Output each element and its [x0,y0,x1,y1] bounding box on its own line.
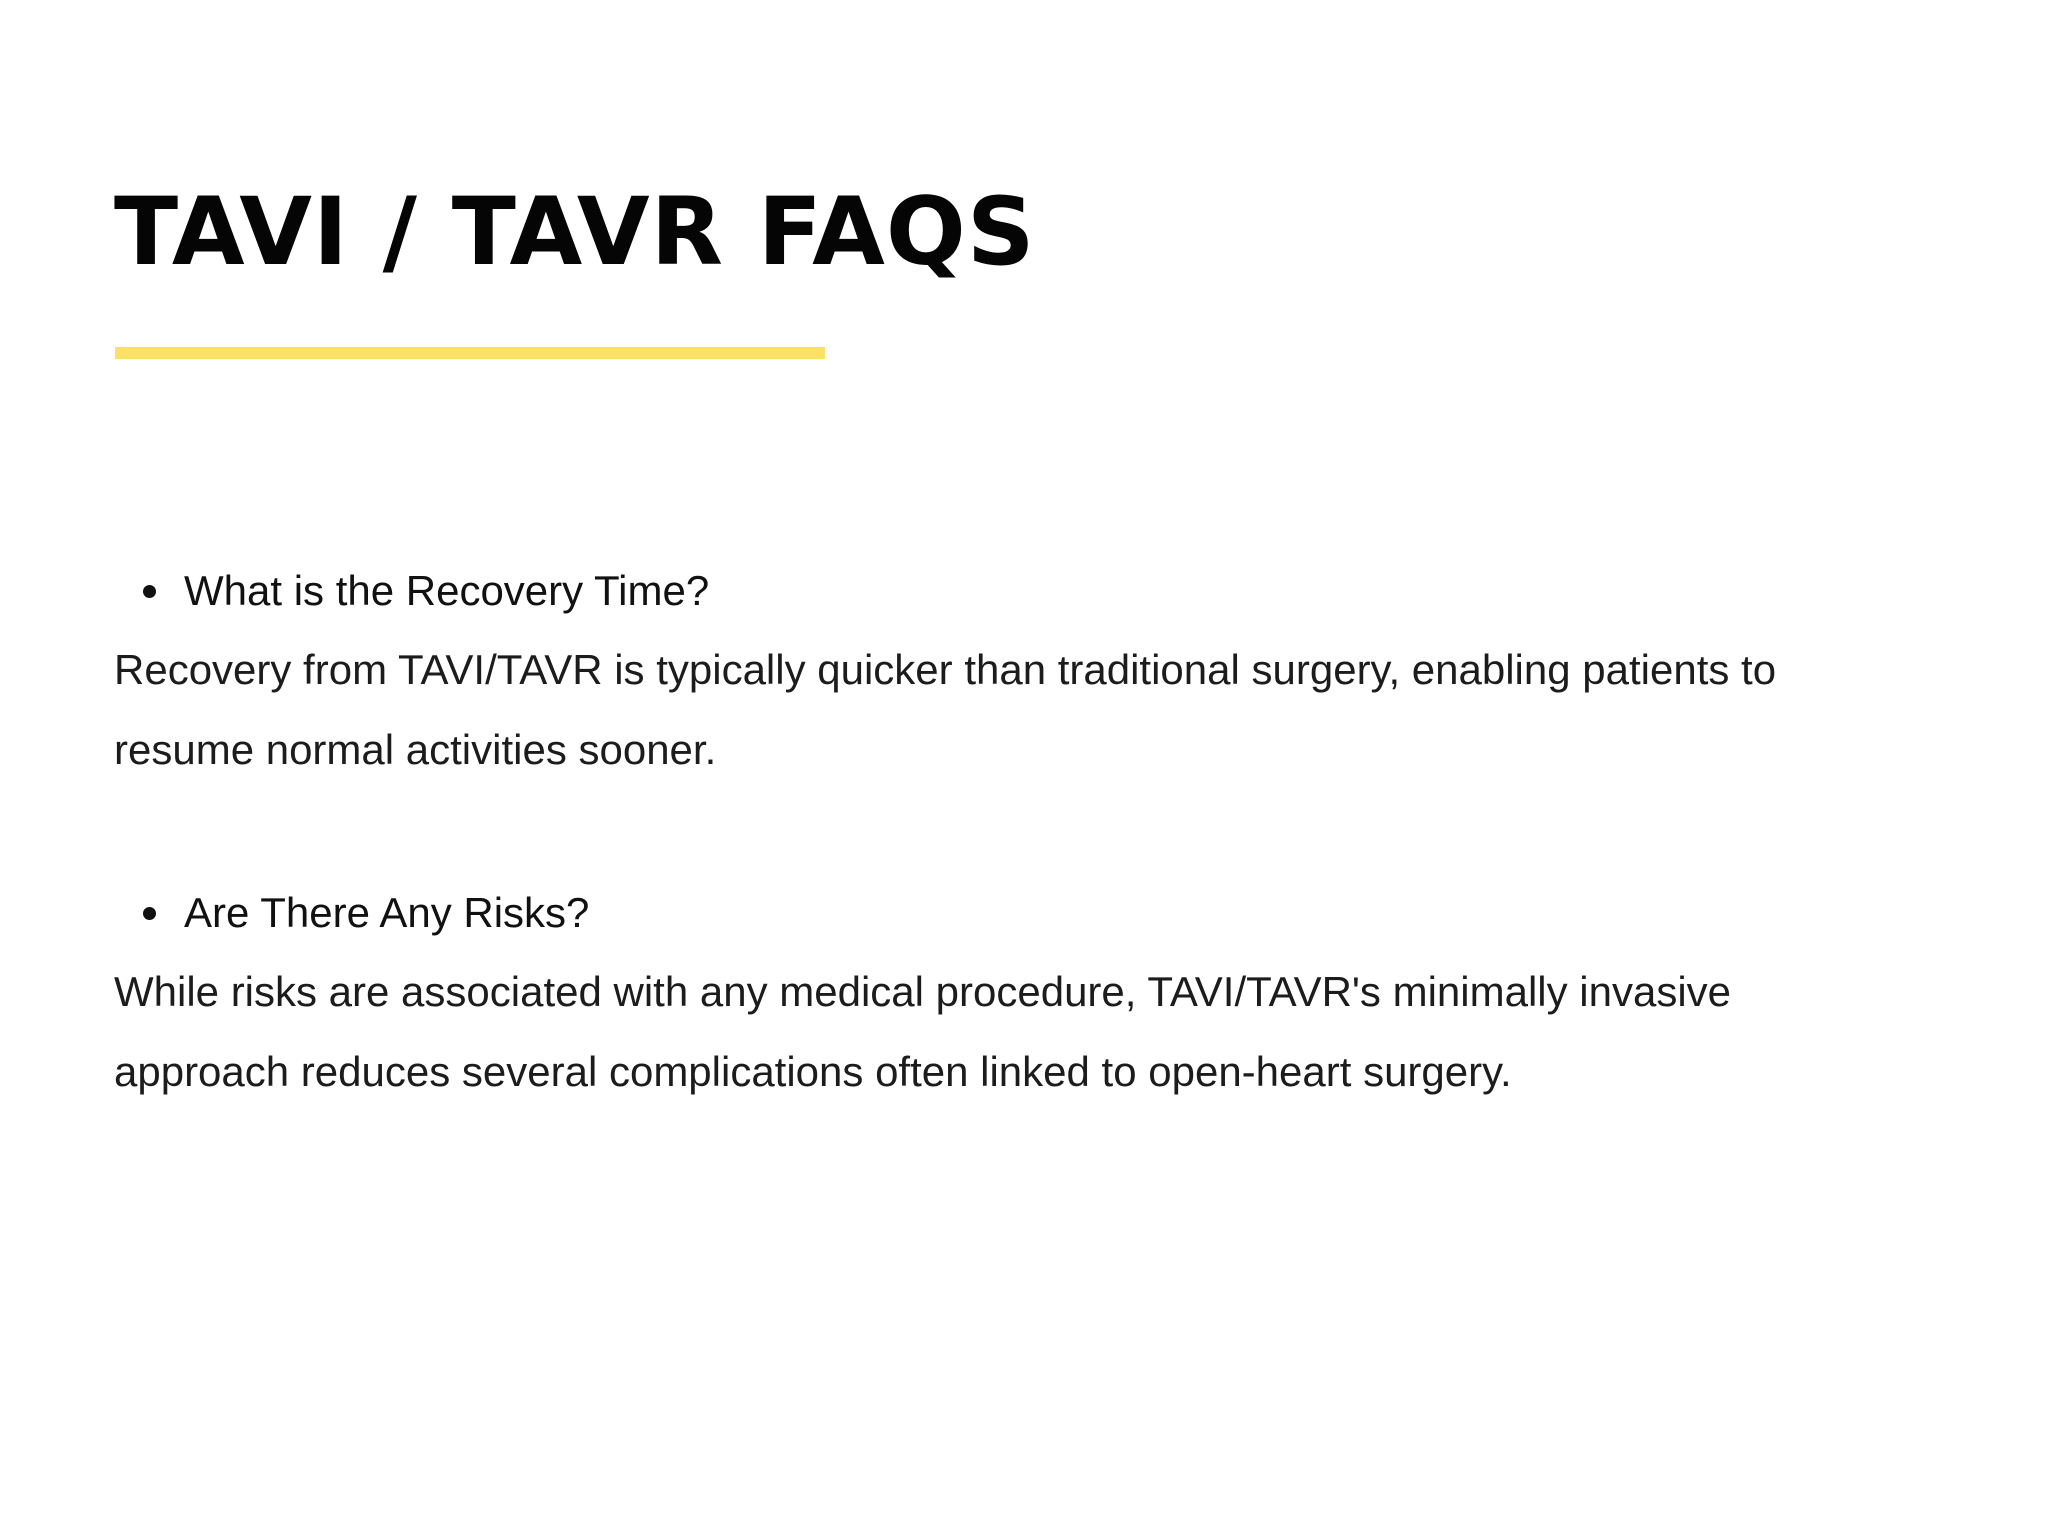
faq-question-text: What is the Recovery Time? [184,567,710,614]
title-underline [115,347,825,359]
faq-answer-line: approach reduces several complications often linked to open-heart surgery. [114,1048,1512,1095]
faq-answer [114,630,1974,790]
faq-answer-line: resume normal activities sooner. [114,726,717,773]
faq-answer-line: Recovery from TAVI/TAVR is typically quicker than traditional surgery, enabling patients to [114,646,1777,693]
faq-question-text: Are There Any Risks? [184,889,590,936]
faq-answer [114,952,1974,1112]
page-title: TAVI / TAVR FAQS [114,178,1036,287]
bullet-icon [143,907,156,920]
faq-answer-line: While risks are associated with any medical procedure, TAVI/TAVR's minimally invasive [114,968,1732,1015]
faq-question [114,563,709,619]
bullet-icon [143,585,156,598]
faq-question [114,885,589,941]
